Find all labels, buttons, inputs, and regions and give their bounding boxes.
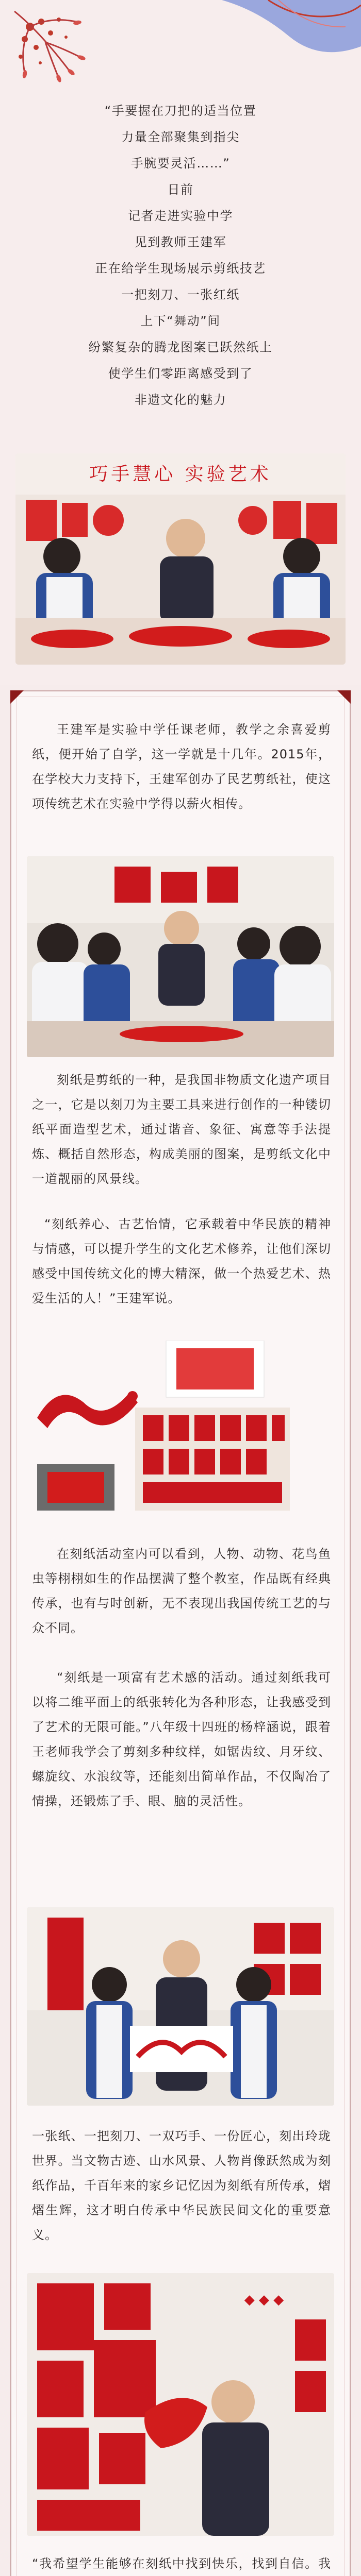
svg-text:◆ ◆ ◆: ◆ ◆ ◆ [244,2292,284,2308]
photo-teacher-holding-papercut [27,2273,334,2536]
poem-line: 正在给学生现场展示剪纸技艺 [95,261,266,276]
article-paragraph-7: “我希望学生能够在刻纸中找到快乐，找到自信。我 [32,2556,331,2571]
purple-wave-decoration-icon [191,0,361,62]
article-paragraph-3: “刻纸养心、古艺怡情，它承载着中华民族的精神与情感，可以提升学生的文化艺术修养，让他们深切感受中国传统文化的博大精深，做一个热爱艺术、热爱生活的人！”王建军说。 [32,1217,331,1306]
article-paragraph-2: 刻纸是剪纸的一种，是我国非物质文化遗产项目之一，它是以刻刀为主要工具来进行创作的一种镂切纸平面造型艺术，通过谐音、象征、寓意等手法提炼、概括自然形态，构成美丽的图案，是剪纸文化中一道靓丽的风景线。 [32,1073,331,1186]
article-paragraph-1: 王建军是实验中学任课老师，教学之余喜爱剪纸，便开始了自学，这一学就是十几年。2015年，在学校大力支持下，王建军创办了民艺剪纸社，使这项传统艺术在实验中学得以薪火相传。 [32,722,331,811]
poem-line: 见到教师王建军 [134,235,227,249]
photo-teacher-and-students [15,453,346,665]
intro-poem [31,98,330,413]
poem-line: 非遗文化的魅力 [134,393,227,407]
intro-section [0,0,361,685]
article-card [10,690,351,2576]
photo-papercut-collage [27,1341,305,1516]
poem-line: 一把刻刀、一张红纸 [121,287,240,302]
poem-line: 记者走进实验中学 [128,209,233,223]
poem-line: 日前 [167,182,194,197]
banner-text: 巧手慧心 实验艺术 [89,464,272,485]
red-flower-decoration-icon [9,6,97,94]
article-paragraph-5: “刻纸是一项富有艺术感的活动。通过刻纸我可以将二维平面上的纸张转化为各种形态，让我感受到了艺术的无限可能。”八年级十四班的杨梓涵说，跟着王老师我学会了剪刻多种纹样，如锯齿纹、月牙纹、螺旋纹、水浪纹等，还能刻出简单作品，不仅陶冶了情操，还锻炼了手、眼、脑的灵活性。 [32,1670,331,1808]
poem-line: 手腕要灵活……” [130,156,231,171]
poem-line: 力量全部聚集到指尖 [121,130,240,144]
poem-line: 纷繁复杂的腾龙图案已跃然纸上 [88,340,273,354]
poem-line: 使学生们零距离感受到了 [108,366,253,381]
article-paragraph-6: 一张纸、一把刻刀、一双巧手、一份匠心，刻出玲珑世界。当文物古迹、山水风景、人物肖像跃然成为刻纸作品，千百年来的家乡记忆因为刻纸有所传承，熠熠生辉，这才明白传承中华民族民间文化的重要意义。 [32,2129,331,2242]
poem-line: 上下“舞动”间 [140,314,221,328]
article-paragraph-4: 在刻纸活动室内可以看到，人物、动物、花鸟鱼虫等栩栩如生的作品摆满了整个教室，作品既有经典传承，也有与时创新，无不表现出我国传统工艺的与众不同。 [32,1547,331,1635]
photo-teacher-with-students-showing-work [27,1907,334,2106]
poem-line: “手要握在刀把的适当位置 [104,104,257,118]
photo-classroom-group [27,856,334,1057]
